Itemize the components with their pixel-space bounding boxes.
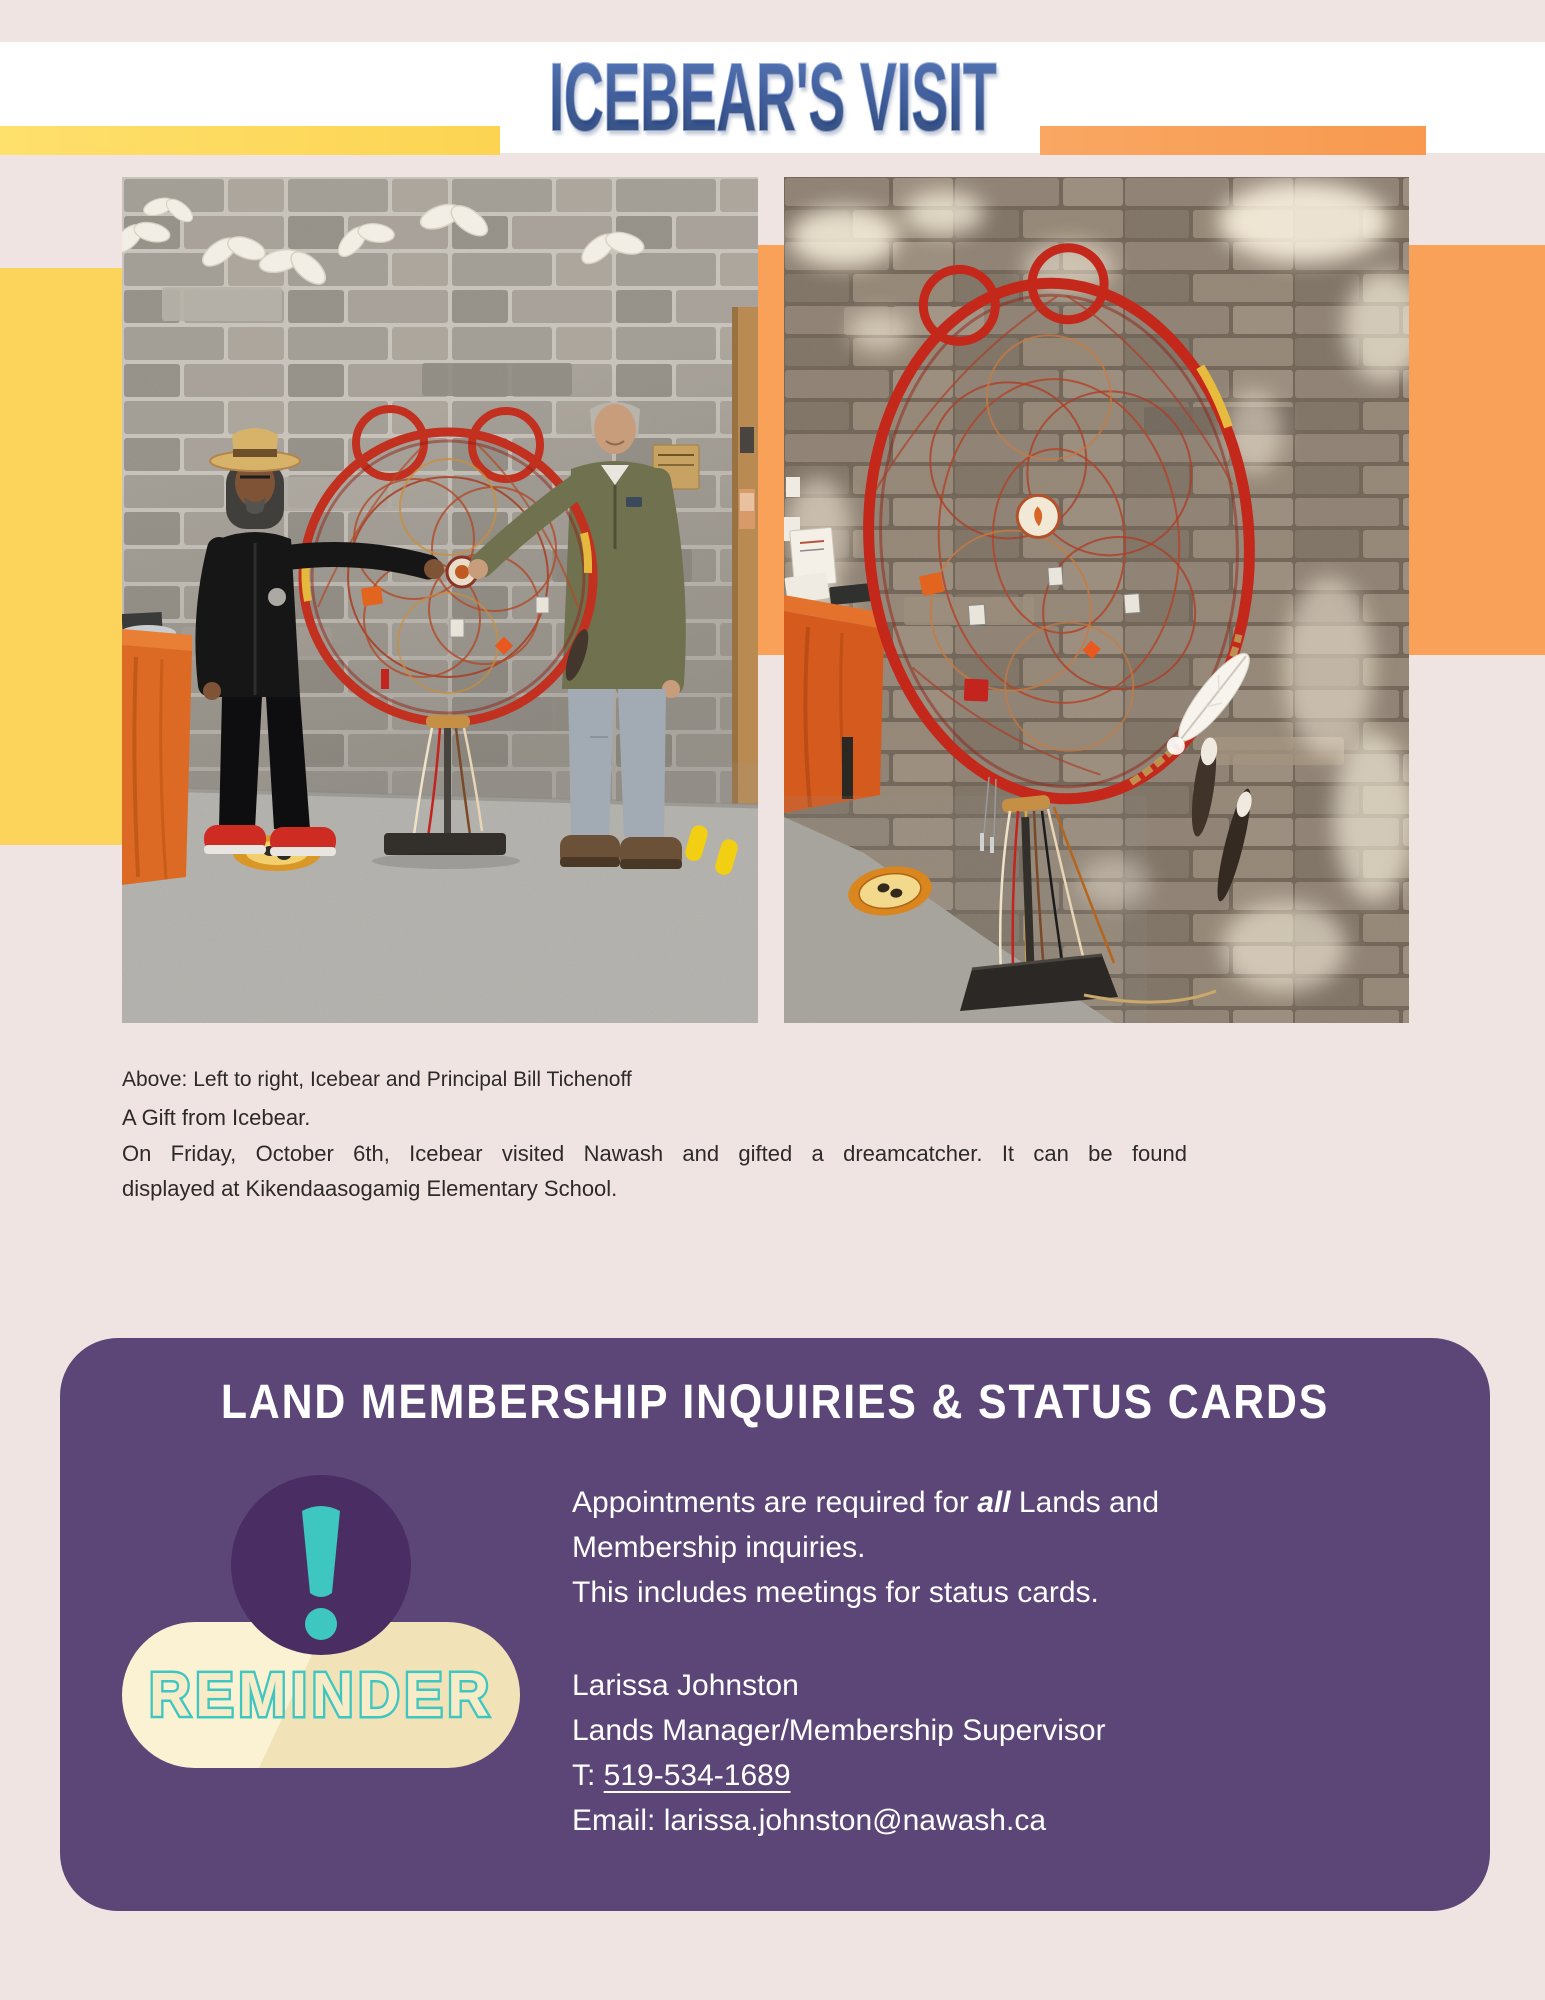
notice-emphasis: all [977, 1486, 1011, 1519]
notice-line-2: Membership inquiries. [572, 1531, 866, 1564]
phone-label: T: [572, 1759, 604, 1792]
contact-block [572, 1663, 1106, 1843]
notice-line-1: Appointments are required for all Lands and [572, 1486, 1160, 1519]
photo-left-scene [122, 177, 758, 1023]
notice-line-3: This includes meetings for status cards. [572, 1576, 1099, 1609]
photo-dreamcatcher-closeup [784, 177, 1409, 1023]
reminder-label: REMINDER [148, 1660, 494, 1730]
photo-right-scene [784, 177, 1409, 1023]
land-membership-card [60, 1338, 1490, 1911]
article-line-2: On Friday, October 6th, Icebear visited Nawash and gifted a dreamcatcher. It can be found [122, 1140, 1187, 1166]
photo-caption: Above: Left to right, Icebear and Principal Bill Tichenoff [122, 1068, 632, 1091]
phone-link[interactable]: 519-534-1689 [603, 1759, 791, 1792]
contact-phone-line [572, 1753, 1106, 1798]
article-line-1: A Gift from Icebear. [122, 1105, 311, 1130]
article-text [122, 1100, 1187, 1207]
article-line-3: displayed at Kikendaasogamig Elementary School. [122, 1176, 618, 1201]
table-orange-cloth [122, 612, 192, 885]
contact-email-line [572, 1798, 1106, 1843]
reminder-badge [231, 1475, 411, 1655]
contact-role: Lands Manager/Membership Supervisor [572, 1714, 1106, 1747]
photo-icebear-and-principal [122, 177, 758, 1023]
page-title: ICEBEAR'S VISIT [294, 40, 1252, 157]
email-value: larissa.johnston@nawash.ca [663, 1804, 1047, 1837]
email-label: Email: [572, 1804, 664, 1837]
exclamation-icon [231, 1475, 411, 1655]
contact-name: Larissa Johnston [572, 1669, 799, 1702]
appointment-notice [572, 1480, 1159, 1615]
land-section-title: LAND MEMBERSHIP INQUIRIES & STATUS CARDS [220, 1373, 1330, 1429]
